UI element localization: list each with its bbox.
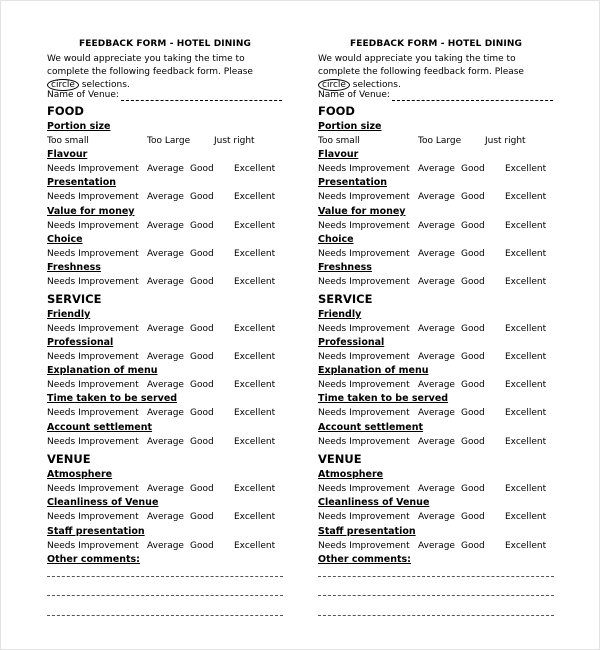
rating-average[interactable]: Average: [418, 324, 455, 334]
rating-average[interactable]: Average: [147, 324, 184, 334]
rating-row: [318, 163, 554, 175]
rating-row: [318, 191, 554, 203]
rating-needs-improvement[interactable]: Needs Improvement: [318, 192, 410, 202]
rating-needs-improvement[interactable]: Needs Improvement: [318, 324, 410, 334]
intro-circled-word: circle: [47, 79, 79, 91]
rating-good[interactable]: Good: [461, 221, 485, 231]
rating-needs-improvement[interactable]: Needs Improvement: [318, 541, 410, 551]
rating-average[interactable]: Average: [418, 192, 455, 202]
rating-average[interactable]: Average: [147, 380, 184, 390]
comment-line[interactable]: [47, 576, 283, 577]
form-title: FEEDBACK FORM - HOTEL DINING: [350, 39, 522, 49]
rating-needs-improvement[interactable]: Needs Improvement: [47, 352, 139, 362]
rating-good[interactable]: Good: [461, 277, 485, 287]
rating-good[interactable]: Good: [461, 164, 485, 174]
rating-excellent[interactable]: Excellent: [505, 352, 547, 362]
rating-row: [318, 436, 554, 448]
other-comments-label: Other comments:: [318, 554, 411, 565]
rating-average[interactable]: Average: [147, 408, 184, 418]
rating-average[interactable]: Average: [418, 221, 455, 231]
section-venue: VENUE: [47, 452, 91, 466]
criterion-label: Time taken to be served: [318, 393, 449, 404]
rating-row: [318, 220, 554, 232]
rating-needs-improvement[interactable]: Needs Improvement: [47, 249, 139, 259]
criterion-label: Staff presentation: [318, 526, 416, 537]
option-just-right[interactable]: Just right: [214, 136, 255, 146]
criterion-label: Friendly: [318, 309, 362, 320]
rating-average[interactable]: Average: [147, 249, 184, 259]
rating-excellent[interactable]: Excellent: [505, 512, 547, 522]
rating-excellent[interactable]: Excellent: [234, 437, 276, 447]
rating-average[interactable]: Average: [147, 277, 184, 287]
rating-needs-improvement[interactable]: Needs Improvement: [47, 164, 139, 174]
rating-needs-improvement[interactable]: Needs Improvement: [47, 277, 139, 287]
rating-row: [318, 511, 554, 523]
portion-size-options: [47, 135, 283, 147]
rating-average[interactable]: Average: [147, 541, 184, 551]
rating-average[interactable]: Average: [147, 512, 184, 522]
rating-average[interactable]: Average: [418, 352, 455, 362]
rating-excellent[interactable]: Excellent: [505, 164, 547, 174]
rating-good[interactable]: Good: [190, 277, 214, 287]
rating-needs-improvement[interactable]: Needs Improvement: [47, 221, 139, 231]
rating-excellent[interactable]: Excellent: [234, 484, 276, 494]
rating-average[interactable]: Average: [418, 380, 455, 390]
criterion-label: Explanation of menu: [47, 365, 158, 376]
rating-good[interactable]: Good: [190, 541, 214, 551]
criterion-label: Atmosphere: [47, 469, 113, 480]
rating-needs-improvement[interactable]: Needs Improvement: [318, 249, 410, 259]
rating-excellent[interactable]: Excellent: [505, 380, 547, 390]
rating-needs-improvement[interactable]: Needs Improvement: [318, 277, 410, 287]
other-comments-label: Other comments:: [47, 554, 140, 565]
rating-needs-improvement[interactable]: Needs Improvement: [318, 437, 410, 447]
intro-text-part2: selections.: [78, 80, 130, 90]
rating-row: [47, 407, 283, 419]
portion-size-label: Portion size: [47, 121, 111, 132]
rating-excellent[interactable]: Excellent: [234, 221, 276, 231]
rating-excellent[interactable]: Excellent: [234, 324, 276, 334]
option-just-right[interactable]: Just right: [485, 136, 526, 146]
criterion-label: Time taken to be served: [47, 393, 178, 404]
option-too-large[interactable]: Too Large: [418, 136, 462, 146]
rating-needs-improvement[interactable]: Needs Improvement: [318, 380, 410, 390]
rating-excellent[interactable]: Excellent: [234, 352, 276, 362]
rating-needs-improvement[interactable]: Needs Improvement: [47, 192, 139, 202]
comment-line[interactable]: [47, 615, 283, 616]
criterion-label: Freshness: [318, 262, 372, 273]
criterion-label: Friendly: [47, 309, 91, 320]
rating-average[interactable]: Average: [418, 484, 455, 494]
rating-excellent[interactable]: Excellent: [505, 277, 547, 287]
rating-average[interactable]: Average: [418, 164, 455, 174]
section-service: SERVICE: [47, 292, 102, 306]
rating-row: [47, 276, 283, 288]
rating-good[interactable]: Good: [461, 249, 485, 259]
rating-row: [47, 540, 283, 552]
rating-excellent[interactable]: Excellent: [234, 164, 276, 174]
rating-good[interactable]: Good: [190, 164, 214, 174]
venue-name-label: Name of Venue:: [318, 90, 390, 100]
criterion-label: Account settlement: [47, 422, 153, 433]
rating-good[interactable]: Good: [190, 221, 214, 231]
rating-average[interactable]: Average: [418, 512, 455, 522]
rating-average[interactable]: Average: [147, 437, 184, 447]
rating-row: [318, 540, 554, 552]
rating-average[interactable]: Average: [418, 437, 455, 447]
rating-row: [318, 323, 554, 335]
rating-row: [47, 163, 283, 175]
rating-excellent[interactable]: Excellent: [505, 408, 547, 418]
criterion-label: Flavour: [47, 149, 88, 160]
rating-good[interactable]: Good: [190, 324, 214, 334]
rating-needs-improvement[interactable]: Needs Improvement: [318, 484, 410, 494]
criterion-label: Value for money: [318, 206, 406, 217]
rating-good[interactable]: Good: [190, 352, 214, 362]
rating-good[interactable]: Good: [461, 380, 485, 390]
rating-needs-improvement[interactable]: Needs Improvement: [318, 352, 410, 362]
criterion-label: Cleanliness of Venue: [47, 497, 159, 508]
rating-row: [318, 407, 554, 419]
option-too-large[interactable]: Too Large: [147, 136, 191, 146]
criterion-label: Flavour: [318, 149, 359, 160]
rating-row: [47, 379, 283, 391]
rating-needs-improvement[interactable]: Needs Improvement: [47, 512, 139, 522]
criterion-label: Value for money: [47, 206, 135, 217]
rating-excellent[interactable]: Excellent: [234, 541, 276, 551]
rating-row: [318, 483, 554, 495]
criterion-label: Explanation of menu: [318, 365, 429, 376]
criterion-label: Freshness: [47, 262, 101, 273]
criterion-label: Atmosphere: [318, 469, 384, 480]
rating-average[interactable]: Average: [418, 541, 455, 551]
rating-average[interactable]: Average: [418, 408, 455, 418]
rating-average[interactable]: Average: [418, 277, 455, 287]
criterion-label: Presentation: [47, 177, 116, 188]
rating-good[interactable]: Good: [190, 512, 214, 522]
rating-needs-improvement[interactable]: Needs Improvement: [47, 437, 139, 447]
portion-size-options: [318, 135, 554, 147]
rating-good[interactable]: Good: [461, 408, 485, 418]
rating-row: [47, 483, 283, 495]
rating-needs-improvement[interactable]: Needs Improvement: [318, 164, 410, 174]
criterion-label: Presentation: [318, 177, 387, 188]
rating-needs-improvement[interactable]: Needs Improvement: [47, 380, 139, 390]
rating-row: [318, 379, 554, 391]
comment-line[interactable]: [318, 615, 554, 616]
venue-name-field[interactable]: [47, 89, 283, 101]
portion-size-label: Portion size: [318, 121, 382, 132]
rating-excellent[interactable]: Excellent: [234, 512, 276, 522]
rating-row: [318, 276, 554, 288]
criterion-label: Cleanliness of Venue: [318, 497, 430, 508]
rating-excellent[interactable]: Excellent: [505, 324, 547, 334]
rating-good[interactable]: Good: [461, 541, 485, 551]
intro-text: [47, 53, 287, 92]
venue-name-line[interactable]: [121, 92, 283, 101]
option-too-small[interactable]: Too small: [318, 136, 360, 146]
intro-text-part2: selections.: [349, 80, 401, 90]
rating-needs-improvement[interactable]: Needs Improvement: [47, 541, 139, 551]
rating-excellent[interactable]: Excellent: [505, 541, 547, 551]
comment-line[interactable]: [318, 595, 554, 596]
comment-line[interactable]: [47, 595, 283, 596]
criterion-label: Choice: [318, 234, 354, 245]
criterion-label: Staff presentation: [47, 526, 145, 537]
criterion-label: Professional: [318, 337, 385, 348]
rating-needs-improvement[interactable]: Needs Improvement: [318, 512, 410, 522]
rating-excellent[interactable]: Excellent: [505, 249, 547, 259]
rating-excellent[interactable]: Excellent: [505, 192, 547, 202]
section-venue: VENUE: [318, 452, 362, 466]
rating-good[interactable]: Good: [461, 484, 485, 494]
form-title: FEEDBACK FORM - HOTEL DINING: [79, 39, 251, 49]
intro-circled-word: circle: [318, 79, 350, 91]
intro-text: [318, 53, 558, 92]
rating-average[interactable]: Average: [147, 164, 184, 174]
rating-good[interactable]: Good: [190, 249, 214, 259]
rating-good[interactable]: Good: [190, 192, 214, 202]
rating-row: [47, 191, 283, 203]
rating-row: [47, 511, 283, 523]
rating-row: [47, 351, 283, 363]
comment-line[interactable]: [318, 576, 554, 577]
rating-good[interactable]: Good: [190, 484, 214, 494]
rating-needs-improvement[interactable]: Needs Improvement: [47, 324, 139, 334]
rating-good[interactable]: Good: [461, 512, 485, 522]
rating-good[interactable]: Good: [461, 352, 485, 362]
criterion-label: Professional: [47, 337, 114, 348]
rating-excellent[interactable]: Excellent: [234, 408, 276, 418]
intro-text-part1: We would appreciate you taking the time to complete the following feedback form. Please: [318, 54, 524, 77]
rating-good[interactable]: Good: [190, 380, 214, 390]
rating-needs-improvement[interactable]: Needs Improvement: [47, 408, 139, 418]
section-service: SERVICE: [318, 292, 373, 306]
rating-average[interactable]: Average: [147, 484, 184, 494]
venue-name-line[interactable]: [392, 92, 554, 101]
rating-excellent[interactable]: Excellent: [505, 437, 547, 447]
venue-name-field[interactable]: [318, 89, 554, 101]
rating-good[interactable]: Good: [190, 408, 214, 418]
rating-average[interactable]: Average: [147, 221, 184, 231]
rating-good[interactable]: Good: [190, 437, 214, 447]
criterion-label: Account settlement: [318, 422, 424, 433]
rating-row: [318, 248, 554, 260]
rating-excellent[interactable]: Excellent: [234, 192, 276, 202]
rating-good[interactable]: Good: [461, 437, 485, 447]
rating-good[interactable]: Good: [461, 324, 485, 334]
rating-excellent[interactable]: Excellent: [234, 277, 276, 287]
rating-excellent[interactable]: Excellent: [505, 221, 547, 231]
rating-row: [47, 220, 283, 232]
rating-row: [47, 248, 283, 260]
rating-needs-improvement[interactable]: Needs Improvement: [318, 408, 410, 418]
rating-excellent[interactable]: Excellent: [234, 249, 276, 259]
rating-excellent[interactable]: Excellent: [234, 380, 276, 390]
rating-average[interactable]: Average: [147, 352, 184, 362]
rating-average[interactable]: Average: [147, 192, 184, 202]
section-food: FOOD: [318, 104, 355, 118]
option-too-small[interactable]: Too small: [47, 136, 89, 146]
venue-name-label: Name of Venue:: [47, 90, 119, 100]
rating-row: [318, 351, 554, 363]
rating-average[interactable]: Average: [418, 249, 455, 259]
rating-needs-improvement[interactable]: Needs Improvement: [47, 484, 139, 494]
rating-good[interactable]: Good: [461, 192, 485, 202]
criterion-label: Choice: [47, 234, 83, 245]
rating-row: [47, 323, 283, 335]
rating-row: [47, 436, 283, 448]
rating-excellent[interactable]: Excellent: [505, 484, 547, 494]
intro-text-part1: We would appreciate you taking the time to complete the following feedback form. Please: [47, 54, 253, 77]
rating-needs-improvement[interactable]: Needs Improvement: [318, 221, 410, 231]
section-food: FOOD: [47, 104, 84, 118]
